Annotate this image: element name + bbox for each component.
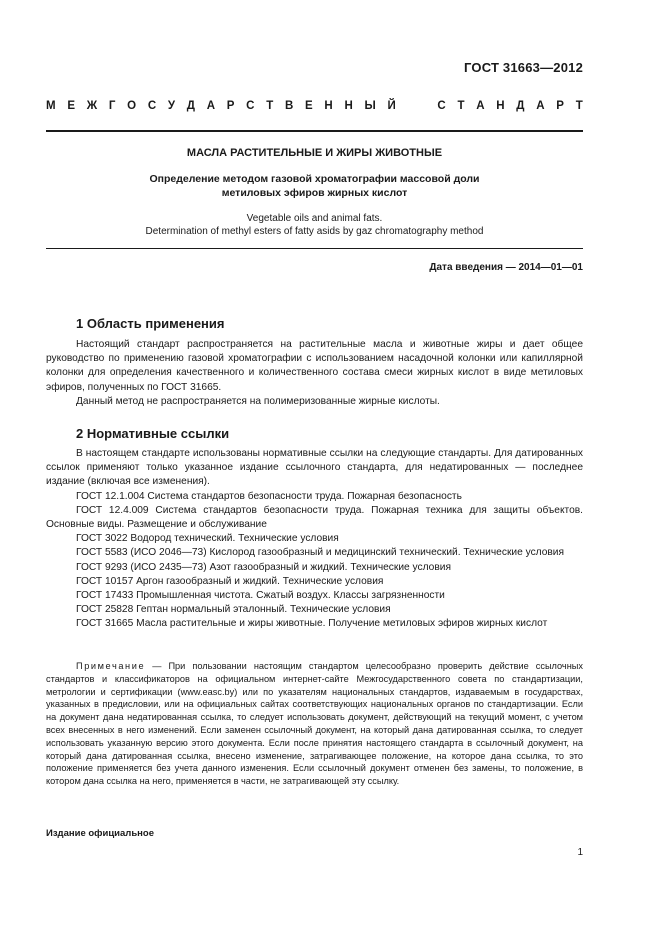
english-title-line-1: Vegetable oils and animal fats. — [246, 213, 383, 224]
heading-letter: Т — [457, 100, 465, 112]
paragraph: В настоящем стандарте использованы нормативные ссылки на следующие стандарты. Для датированных ссылок применяют только указанное издание ссылочного стандарта, для недатированных — последнее издание (включая все изменения). — [46, 448, 583, 488]
heading-letter: Н — [344, 100, 353, 112]
header-rule — [46, 130, 583, 132]
heading-letter: Н — [324, 100, 333, 112]
heading-letter: У — [167, 100, 176, 112]
heading-letter: Р — [556, 100, 564, 112]
reference-item: ГОСТ 12.4.009 Система стандартов безопасности труда. Пожарная техника для защиты объектов. Основные виды. Размещение и обслуживание — [46, 504, 583, 531]
heading-letter: С — [147, 100, 157, 112]
subtitle-line-2: метиловых эфиров жирных кислот — [221, 187, 408, 199]
document-subtitle — [46, 172, 583, 200]
heading-spacer — [422, 100, 425, 112]
paragraph: Настоящий стандарт распространяется на растительные масла и животные жиры и дает общее руководство по применению газовой хроматографии с использованием насадочной колонки или капиллярной колонки для определения качественного и количественного состава смеси жирных кислот в виде метиловых эфиров, полученных по ГОСТ 31665. — [46, 339, 583, 393]
heading-letter: Г — [108, 100, 116, 112]
heading-letter: О — [127, 100, 137, 112]
heading-letter: А — [206, 100, 216, 112]
heading-letter: Т — [266, 100, 274, 112]
heading-letter: Ы — [364, 100, 376, 112]
heading-letter: Е — [305, 100, 313, 112]
paragraph: Данный метод не распространяется на полимеризованные жирные кислоты. — [76, 395, 440, 407]
english-title-line-2: Determination of methyl esters of fatty asids by gaz chromatography method — [145, 226, 484, 237]
heading-letter: А — [476, 100, 485, 112]
heading-letter: Й — [387, 100, 396, 112]
note-text: — При пользовании настоящим стандартом целесообразно проверить действие ссылочных стандартов и классификаторов на официальном интернет-сайте Межгосударственного совета по стандартизации, метрологии и сертификации (www.easc.by) или по указателям национальных стандартов, издаваемым в государствах, указанных в предисловии, или на официальных сайтах соответствующих национальных органов по стандартизации. Если на документ дана недатированная ссылка, то следует использовать документ, действующий на текущий момент, с учетом всех внесенных в него изменений. Если заменен ссылочный документ, на который дана датированная ссылка, то следует использовать указанную версию этого документа. Если после принятия настоящего стандарта в ссылочный документ, на который дана датированная ссылка, внесено изменение, затрагивающее положение, на которое дана ссылка, то это положение применяется без учета данного изменения. Если ссылочный документ отменен без замены, то положение, в котором дана ссылка на него, применяется в части, не затрагивающей эту ссылку. — [46, 661, 583, 787]
heading-letter: Е — [67, 100, 75, 112]
heading-letter: М — [46, 100, 56, 112]
reference-item: ГОСТ 25828 Гептан нормальный эталонный. Технические условия — [76, 604, 391, 616]
section-1-body — [46, 338, 583, 409]
heading-letter: В — [284, 100, 294, 112]
reference-item: ГОСТ 9293 (ИСО 2435—73) Азот газообразный и жидкий. Технические условия — [76, 561, 451, 573]
heading-letter: С — [437, 100, 446, 112]
english-title — [46, 212, 583, 238]
reference-item: ГОСТ 17433 Промышленная чистота. Сжатый воздух. Классы загрязненности — [76, 590, 445, 602]
heading-spacer — [408, 100, 411, 112]
heading-letter: Р — [226, 100, 235, 112]
note-label: Примечание — [76, 661, 146, 671]
standard-number: ГОСТ 31663—2012 — [464, 60, 583, 75]
note-block — [46, 660, 583, 788]
heading-letter: Д — [516, 100, 525, 112]
heading-letter: Д — [186, 100, 195, 112]
section-2-heading: 2 Нормативные ссылки — [76, 426, 230, 441]
document-title: МАСЛА РАСТИТЕЛЬНЫЕ И ЖИРЫ ЖИВОТНЫЕ — [186, 147, 443, 159]
heading-letter: Н — [496, 100, 505, 112]
heading-letter: С — [246, 100, 255, 112]
page-number: 1 — [577, 847, 583, 858]
title-rule — [46, 248, 583, 249]
reference-item: ГОСТ 3022 Водород технический. Технические условия — [76, 533, 339, 545]
reference-item: ГОСТ 31665 Масла растительные и жиры животные. Получение метиловых эфиров жирных кислот — [76, 618, 548, 630]
reference-item: ГОСТ 10157 Аргон газообразный и жидкий. Технические условия — [76, 575, 384, 587]
interstate-standard-heading — [46, 100, 583, 112]
heading-letter: Т — [575, 100, 583, 112]
intro-date: Дата введения — 2014—01—01 — [429, 262, 583, 273]
section-2-body — [46, 447, 583, 632]
reference-item: ГОСТ 12.1.004 Система стандартов безопасности труда. Пожарная безопасность — [76, 490, 462, 502]
reference-item: ГОСТ 5583 (ИСО 2046—73) Кислород газообразный и медицинский технический. Технические условия — [76, 547, 565, 559]
heading-letter: А — [536, 100, 545, 112]
official-edition-label: Издание официальное — [46, 828, 154, 839]
subtitle-line-1: Определение методом газовой хроматографии массовой доли — [149, 173, 480, 185]
section-1-heading: 1 Область применения — [76, 316, 225, 331]
heading-letter: Ж — [86, 100, 98, 112]
